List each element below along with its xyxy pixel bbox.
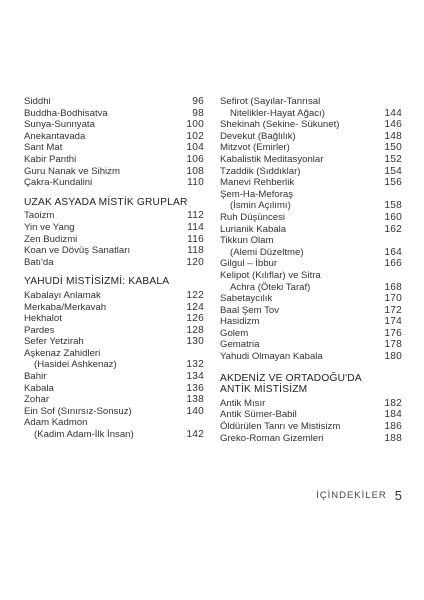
toc-left-column (24, 96, 204, 441)
toc-right-column (220, 96, 402, 444)
toc-entry (220, 119, 402, 131)
toc-entry-title (24, 142, 178, 154)
toc-entry-title-text: Taoizm (24, 210, 55, 222)
toc-entry-title (220, 212, 376, 224)
toc-entry (24, 142, 204, 154)
toc-entry-title-text: Adam Kadmon (24, 417, 88, 429)
toc-entry-page: 134 (186, 371, 204, 383)
toc-entry-page: 114 (187, 221, 204, 233)
toc-entry-title-text: Sefirot (Sayılar-Tanrısal (220, 96, 321, 107)
toc-entry-title (220, 154, 376, 166)
toc-entry-title-text: Anekantavada (24, 130, 86, 142)
toc-group-right-top (220, 96, 402, 363)
toc-entry-title (220, 258, 376, 270)
toc-entry-title (24, 313, 178, 325)
toc-entry-page: 140 (186, 405, 204, 417)
toc-entry-title (24, 119, 178, 131)
toc-entry-title-text: Golem (220, 327, 249, 339)
toc-entry-page: 118 (187, 245, 204, 257)
toc-entry-title-text: Gematria (220, 339, 260, 351)
toc-entry-title (24, 210, 178, 222)
toc-entry-page: 184 (384, 409, 402, 421)
toc-entry (24, 131, 204, 143)
toc-entry-title (24, 245, 178, 257)
toc-entry-page: 100 (186, 119, 204, 131)
toc-entry-page: 108 (186, 165, 204, 177)
toc-entry-page: 130 (186, 336, 204, 348)
toc-entry-title (220, 166, 376, 178)
toc-entry-subtitle: (Kadim Adam-İlk İnsan) (34, 429, 134, 441)
toc-entry-page: 142 (186, 429, 204, 441)
toc-entry-title (24, 96, 178, 108)
toc-group-akdeniz (220, 398, 402, 444)
toc-entry (220, 421, 402, 433)
toc-entry-title (24, 108, 178, 120)
toc-entry-title (24, 234, 178, 246)
toc-entry-title-text: Batı'da (24, 256, 54, 268)
toc-entry (24, 417, 204, 440)
toc-group-yahudi (24, 290, 204, 441)
toc-entry (24, 166, 204, 178)
toc-entry-page: 116 (187, 233, 204, 245)
toc-entry (24, 394, 204, 406)
toc-entry-title (24, 383, 178, 395)
toc-entry-title-text: Kabala (24, 382, 54, 394)
toc-entry-title (220, 142, 376, 154)
toc-entry-title (24, 290, 178, 302)
toc-entry-title-text: Siddhi (24, 96, 51, 107)
toc-entry-page: 106 (186, 153, 204, 165)
toc-entry (220, 339, 402, 351)
toc-entry-title-text: Baal Şem Tov (220, 304, 280, 316)
toc-entry-title (24, 325, 178, 337)
toc-entry-page: 102 (186, 130, 204, 142)
toc-entry-page: 172 (384, 304, 402, 316)
toc-entry-title-text: Sant Mat (24, 142, 63, 154)
toc-entry-title (220, 270, 376, 293)
toc-entry-page: 104 (186, 142, 204, 154)
toc-entry-title (220, 189, 376, 212)
toc-entry-page: 168 (384, 281, 402, 293)
toc-entry (24, 108, 204, 120)
toc-entry-title (24, 257, 178, 269)
toc-entry-title-text: Antik Sümer-Babil (220, 409, 297, 421)
toc-entry-title (220, 433, 376, 445)
toc-entry-title (220, 224, 376, 236)
toc-entry (220, 177, 402, 189)
toc-entry-page: 110 (187, 177, 204, 189)
toc-entry (220, 293, 402, 305)
toc-entry (220, 166, 402, 178)
toc-entry-title (220, 409, 376, 421)
toc-entry-title-text: Greko-Roman Gizemleri (220, 432, 324, 444)
toc-entry-page: 178 (384, 339, 402, 351)
toc-entry-subtitle: (İsmin Açılımı) (230, 200, 291, 212)
toc-entry-page: 164 (384, 246, 402, 258)
toc-entry-page: 96 (192, 96, 204, 107)
toc-entry (24, 222, 204, 234)
toc-entry (24, 245, 204, 257)
toc-entry-title-text: Bahir (24, 371, 47, 383)
section-heading-uzak-asya: UZAK ASYADA MİSTİK GRUPLAR (24, 196, 188, 208)
section-heading-akdeniz-line1: AKDENİZ VE ORTADOĞU'DA (220, 372, 362, 384)
toc-entry-title-text: Zohar (24, 394, 50, 406)
toc-entry-title-text: Mitzvot (Emirler) (220, 142, 290, 154)
toc-entry-title-text: Ein Sof (Sınırsız-Sonsuz) (24, 405, 132, 417)
toc-entry (220, 131, 402, 143)
toc-entry-title (220, 421, 376, 433)
toc-entry-title (220, 316, 376, 328)
toc-entry-title-text: Sunya-Sunnyata (24, 119, 95, 131)
section-heading-akdeniz (220, 373, 402, 396)
toc-entry-title (24, 417, 178, 440)
page-footer (316, 488, 402, 503)
toc-entry (220, 409, 402, 421)
toc-entry-title-text: Buddha-Bodhisatva (24, 107, 108, 119)
toc-entry (24, 336, 204, 348)
toc-entry-title-text: Ruh Düşüncesi (220, 211, 286, 223)
toc-entry (24, 234, 204, 246)
toc-entry (220, 316, 402, 328)
toc-entry-title-text: Merkaba/Merkavah (24, 301, 107, 313)
toc-entry-page: 146 (384, 119, 402, 131)
toc-entry (24, 371, 204, 383)
toc-entry (24, 154, 204, 166)
toc-entry-title-text: Koan ve Dövüş Sanatları (24, 245, 131, 257)
toc-entry-page: 136 (186, 382, 204, 394)
toc-entry-page: 182 (384, 397, 402, 409)
toc-entry-page: 156 (384, 177, 402, 189)
toc-entry (220, 212, 402, 224)
toc-entry-title-text: Kabalayı Anlamak (24, 289, 101, 301)
toc-entry-title-text: Şem-Ha-Meforaş (220, 188, 294, 200)
section-heading-yahudi: YAHUDİ MİSTİSİZMİ: KABALA (24, 276, 170, 288)
toc-entry-title-text: Shekinah (Sekine- Sükunet) (220, 119, 340, 131)
toc-entry-title-text: Sabetaycılık (220, 293, 273, 305)
toc-entry-title (220, 293, 376, 305)
toc-entry (24, 210, 204, 222)
toc-entry-title (220, 328, 376, 340)
toc-entry-title (24, 166, 178, 178)
toc-entry (24, 348, 204, 371)
toc-entry-title-text: Manevi Rehberlik (220, 177, 295, 189)
toc-entry-title-text: Kabir Panthi (24, 153, 77, 165)
toc-entry-page: 154 (384, 165, 402, 177)
toc-entry-title (24, 154, 178, 166)
toc-entry-page: 186 (384, 421, 402, 433)
toc-entry (24, 96, 204, 108)
toc-entry (24, 406, 204, 418)
toc-entry-page: 176 (384, 327, 402, 339)
toc-entry-page: 174 (384, 316, 402, 328)
toc-entry-title-text: Antik Mısır (220, 397, 266, 409)
toc-entry (24, 119, 204, 131)
toc-entry-title (220, 119, 376, 131)
toc-entry (220, 235, 402, 258)
toc-entry-subtitle: (Hasidei Ashkenaz) (34, 359, 117, 371)
toc-entry-page: 152 (384, 153, 402, 165)
toc-entry-title-text: Hekhalot (24, 313, 62, 325)
toc-entry-title-text: Hasidizm (220, 316, 260, 328)
toc-entry-title (24, 177, 178, 189)
toc-entry-subtitle: (Alemi Düzeltme) (230, 246, 304, 258)
toc-entry-title (24, 302, 178, 314)
toc-entry-title (24, 348, 178, 371)
toc-entry-title (220, 96, 376, 119)
toc-entry-title (24, 222, 178, 234)
toc-entry (220, 154, 402, 166)
toc-entry-page: 120 (186, 256, 204, 268)
toc-entry (220, 398, 402, 410)
toc-entry (24, 383, 204, 395)
toc-entry (24, 313, 204, 325)
toc-entry (220, 270, 402, 293)
toc-entry (24, 257, 204, 269)
toc-entry-title-text: Zen Budizmi (24, 233, 78, 245)
section-heading-akdeniz-line2: ANTİK MİSTİSİZM (220, 384, 308, 396)
toc-entry-subtitle: Achra (Öteki Taraf) (230, 281, 311, 293)
footer-label: İÇİNDEKİLER (316, 490, 387, 501)
toc-entry (220, 224, 402, 236)
toc-entry-page: 98 (192, 107, 204, 119)
toc-entry-page: 170 (384, 293, 402, 305)
toc-entry-title-text: Kelipot (Kılıflar) ve Sitra (220, 269, 321, 281)
toc-entry (220, 433, 402, 445)
toc-entry-page: 180 (384, 351, 402, 363)
toc-entry-page: 150 (384, 142, 402, 154)
toc-entry-title-text: Kabalistik Meditasyonlar (220, 153, 324, 165)
toc-entry-page: 158 (384, 200, 402, 212)
toc-entry-title-text: Devekut (Bağlılık) (220, 130, 296, 142)
toc-group-left-top (24, 96, 204, 189)
toc-entry-title-text: Öldürülen Tanrı ve Mistisizm (220, 421, 341, 433)
toc-entry-title-text: Pardes (24, 324, 55, 336)
toc-group-uzak-asya (24, 210, 204, 268)
toc-entry (24, 290, 204, 302)
toc-entry-page: 126 (186, 313, 204, 325)
toc-entry-page: 188 (384, 432, 402, 444)
toc-entry (24, 325, 204, 337)
toc-entry-title (24, 371, 178, 383)
toc-entry (220, 328, 402, 340)
toc-entry-page: 124 (186, 301, 204, 313)
toc-entry-page: 144 (384, 107, 402, 119)
toc-entry (24, 177, 204, 189)
toc-entry-page: 162 (384, 223, 402, 235)
toc-entry-title-text: Guru Nanak ve Sihizm (24, 165, 120, 177)
toc-entry-title-text: Aşkenaz Zahidleri (24, 347, 101, 359)
toc-entry-title (220, 131, 376, 143)
toc-entry-page: 132 (186, 359, 204, 371)
toc-entry-title-text: Tzaddik (Sıddıklar) (220, 165, 301, 177)
toc-entry (220, 142, 402, 154)
toc-entry-title-text: Gilgul – İbbur (220, 258, 278, 270)
toc-entry (220, 189, 402, 212)
toc-entry-title (24, 394, 178, 406)
toc-entry-title (220, 177, 376, 189)
toc-entry-title-text: Tikkun Olam (220, 235, 274, 247)
toc-entry-title (24, 131, 178, 143)
toc-entry-title (220, 305, 376, 317)
page-number: 5 (394, 488, 402, 503)
toc-entry-page: 166 (384, 258, 402, 270)
toc-entry-title-text: Sefer Yetzirah (24, 336, 84, 348)
toc-entry-title (220, 339, 376, 351)
toc-entry (220, 258, 402, 270)
toc-entry (220, 305, 402, 317)
toc-entry-page: 160 (384, 211, 402, 223)
toc-entry-title-text: Yin ve Yang (24, 221, 75, 233)
toc-entry (220, 351, 402, 363)
toc-entry-title (220, 351, 376, 363)
toc-entry-page: 112 (187, 210, 204, 222)
toc-entry-page: 148 (384, 130, 402, 142)
toc-entry-title (220, 398, 376, 410)
toc-entry-title-text: Lurianik Kabala (220, 223, 287, 235)
toc-entry-title (24, 336, 178, 348)
toc-entry-page: 128 (186, 324, 204, 336)
toc-entry (220, 96, 402, 119)
toc-entry (24, 302, 204, 314)
toc-entry-title (24, 406, 178, 418)
toc-entry-title (220, 235, 376, 258)
toc-entry-page: 122 (186, 289, 204, 301)
toc-entry-subtitle: Nitelikler-Hayat Ağacı) (230, 107, 325, 119)
toc-entry-title-text: Çakra-Kundalini (24, 177, 93, 189)
toc-entry-title-text: Yahudi Olmayan Kabala (220, 351, 323, 363)
toc-entry-page: 138 (186, 394, 204, 406)
